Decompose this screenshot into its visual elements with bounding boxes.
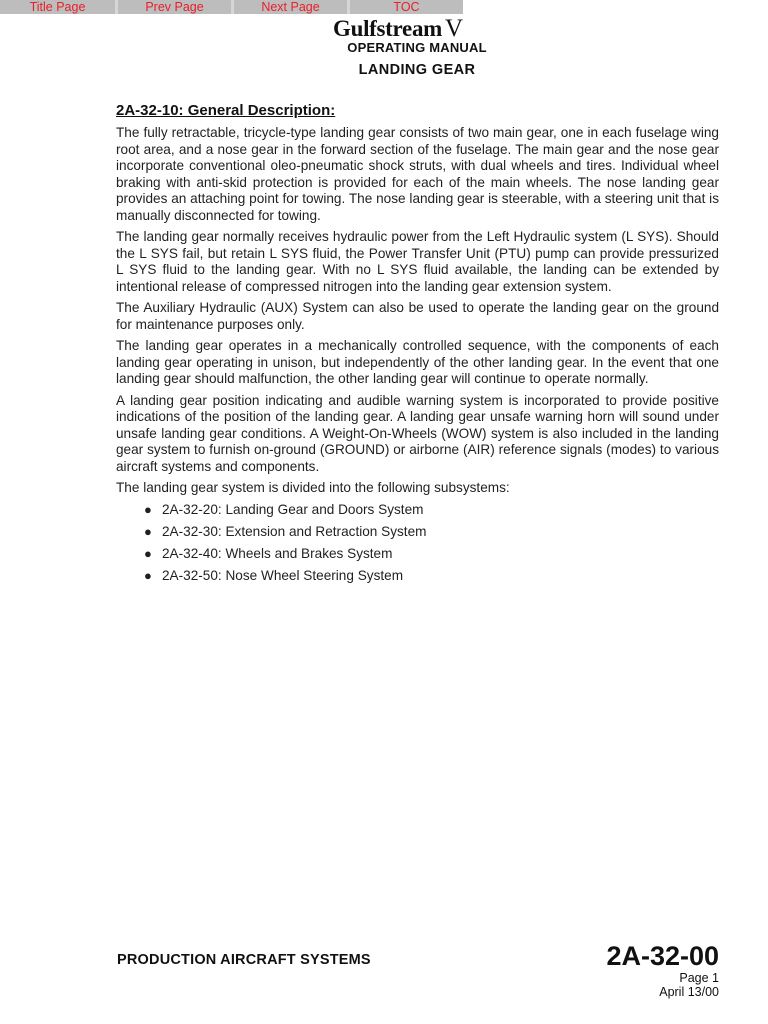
list-item-text: 2A-32-20: Landing Gear and Doors System <box>162 501 424 517</box>
bullet-icon: ● <box>144 567 152 583</box>
bullet-icon: ● <box>144 501 152 517</box>
list-item-text: 2A-32-30: Extension and Retraction System <box>162 523 427 539</box>
footer-revision-date: April 13/00 <box>659 985 719 999</box>
brand-logo <box>333 16 493 42</box>
footer-section-title: PRODUCTION AIRCRAFT SYSTEMS <box>117 952 371 968</box>
list-item-text: 2A-32-50: Nose Wheel Steering System <box>162 567 404 583</box>
paragraph: The fully retractable, tricycle-type landing gear consists of two main gear, one in each fuselage wing root area, and a nose gear in the forward section of the fuselage. The main gear and the nose gear incorporate conventional oleo-pneumatic shock struts, with dual wheels and tires. Individual wheel braking with anti-skid protection is provided for each of the main wheels. The nose landing gear provides an attaching point for towing. The nose landing gear is steerable, with a steering unit that is manually disconnected for towing. <box>116 125 719 223</box>
paragraph: A landing gear position indicating and audible warning system is incorporated to provide positive indications of the position of the landing gear. A landing gear unsafe warning horn will sound under unsafe landing gear conditions. A Weight-On-Wheels (WOW) system is also included in the landing gear system to furnish on-ground (GROUND) or airborne (AIR) reference signals (modes) to various aircraft systems and components. <box>116 392 719 474</box>
paragraph: The Auxiliary Hydraulic (AUX) System can also be used to operate the landing gear on the ground for maintenance purposes only. <box>116 300 719 332</box>
brand-model: V <box>445 15 463 42</box>
section-heading: 2A-32-10: General Description: <box>116 102 336 119</box>
page-content <box>116 102 719 590</box>
bullet-icon: ● <box>144 523 152 539</box>
brand-name: Gulfstream <box>333 16 443 41</box>
title-page-button[interactable]: Title Page <box>0 0 115 14</box>
paragraph: The landing gear normally receives hydraulic power from the Left Hydraulic system (L SYS). Should the L SYS fail, but retain L SYS fluid, the Power Transfer Unit (PTU) pump can provide pressurized L SYS fluid to the landing gear. With no L SYS fluid available, the landing can be extended by intentional release of compressed nitrogen into the landing gear extension system. <box>116 229 719 294</box>
subsystem-list <box>116 502 719 585</box>
list-item <box>144 502 719 519</box>
document-title: OPERATING MANUAL <box>347 40 487 55</box>
bullet-icon: ● <box>144 545 152 561</box>
prev-page-button[interactable]: Prev Page <box>118 0 231 14</box>
footer-page-number: Page 1 <box>679 971 719 985</box>
toc-button[interactable]: TOC <box>350 0 463 14</box>
page-navigation-bar <box>0 0 463 14</box>
paragraph: The landing gear system is divided into the following subsystems: <box>116 480 510 495</box>
list-item <box>144 546 719 563</box>
next-page-button[interactable]: Next Page <box>234 0 347 14</box>
paragraph: The landing gear operates in a mechanically controlled sequence, with the components of each landing gear operating in unison, but independently of the other landing gear. In the event that one landing gear should malfunction, the other landing gear will continue to operate normally. <box>116 338 719 386</box>
list-item-text: 2A-32-40: Wheels and Brakes System <box>162 545 393 561</box>
footer-chapter-code: 2A-32-00 <box>606 941 719 971</box>
list-item <box>144 524 719 541</box>
chapter-title: LANDING GEAR <box>358 62 476 78</box>
list-item <box>144 568 719 585</box>
